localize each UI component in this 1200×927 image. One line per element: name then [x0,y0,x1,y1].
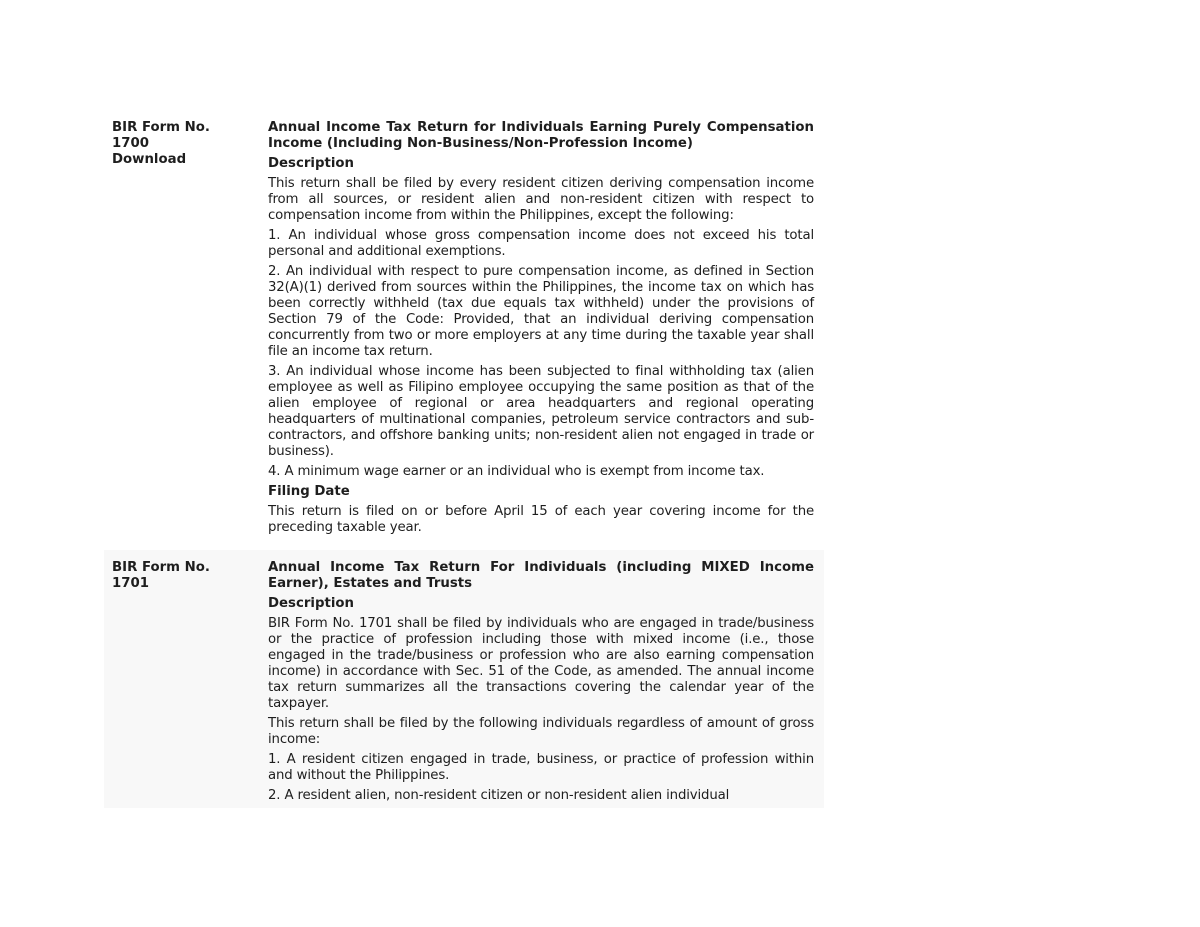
download-link[interactable]: Download [112,152,187,167]
description-paragraph: 1. An individual whose gross compensation income does not exceed his total personal and additional exemptions. [268,228,814,259]
description-paragraph: BIR Form No. 1701 shall be filed by individuals who are engaged in trade/business or the practice of profession including those with mixed income (i.e., those engaged in the trade/business or profession who are also earning compensation income) in accordance with Sec. 51 of the Code, as amended. The annual income tax return summarizes all the transactions covering the calendar year of the taxpayer. [268,616,814,711]
form-label-1700 [112,120,268,540]
form-title: Annual Income Tax Return for Individuals Earning Purely Compensation Income (Including Non-Business/Non-Profession Income) [268,120,814,151]
description-paragraph: This return shall be filed by every resident citizen deriving compensation income from all sources, or resident alien and non-resident citizen with respect to compensation income from within the Philippines, except the following: [268,176,814,223]
description-heading: Description [268,596,355,611]
form-body-1701 [268,560,814,808]
form-label-1701 [112,560,268,808]
form-body-1700 [268,120,814,540]
filing-date-text: This return is filed on or before April 15 of each year covering income for the preceding taxable year. [268,504,814,535]
description-paragraph: 3. An individual whose income has been subjected to final withholding tax (alien employee as well as Filipino employee occupying the same position as that of the alien employee of regional or area headquarters and regional operating headquarters of multinational companies, petroleum service contractors and sub-contractors, and offshore banking units; non-resident alien not engaged in trade or business). [268,364,814,459]
form-label-line: BIR Form No. [112,560,210,575]
form-row-1701 [104,550,824,808]
form-row-1700 [104,112,824,540]
filing-date-heading: Filing Date [268,484,350,499]
form-label-line: BIR Form No. [112,120,210,135]
form-title: Annual Income Tax Return For Individuals (including MIXED Income Earner), Estates and Trusts [268,560,814,591]
description-paragraph: 4. A minimum wage earner or an individual who is exempt from income tax. [268,464,765,479]
form-number: 1701 [112,576,150,591]
description-paragraph: 1. A resident citizen engaged in trade, business, or practice of profession within and without the Philippines. [268,752,814,783]
description-paragraph: 2. An individual with respect to pure compensation income, as defined in Section 32(A)(1) derived from sources within the Philippines, the income tax on which has been correctly withheld (tax due equals tax withheld) under the provisions of Section 79 of the Code: Provided, that an individual deriving compensation concurrently from two or more employers at any time during the taxable year shall file an income tax return. [268,264,814,359]
description-paragraph: 2. A resident alien, non-resident citizen or non-resident alien individual [268,788,730,803]
description-heading: Description [268,156,355,171]
description-paragraph: This return shall be filed by the following individuals regardless of amount of gross income: [268,716,814,747]
bir-forms-table [104,112,824,808]
form-number: 1700 [112,136,150,151]
